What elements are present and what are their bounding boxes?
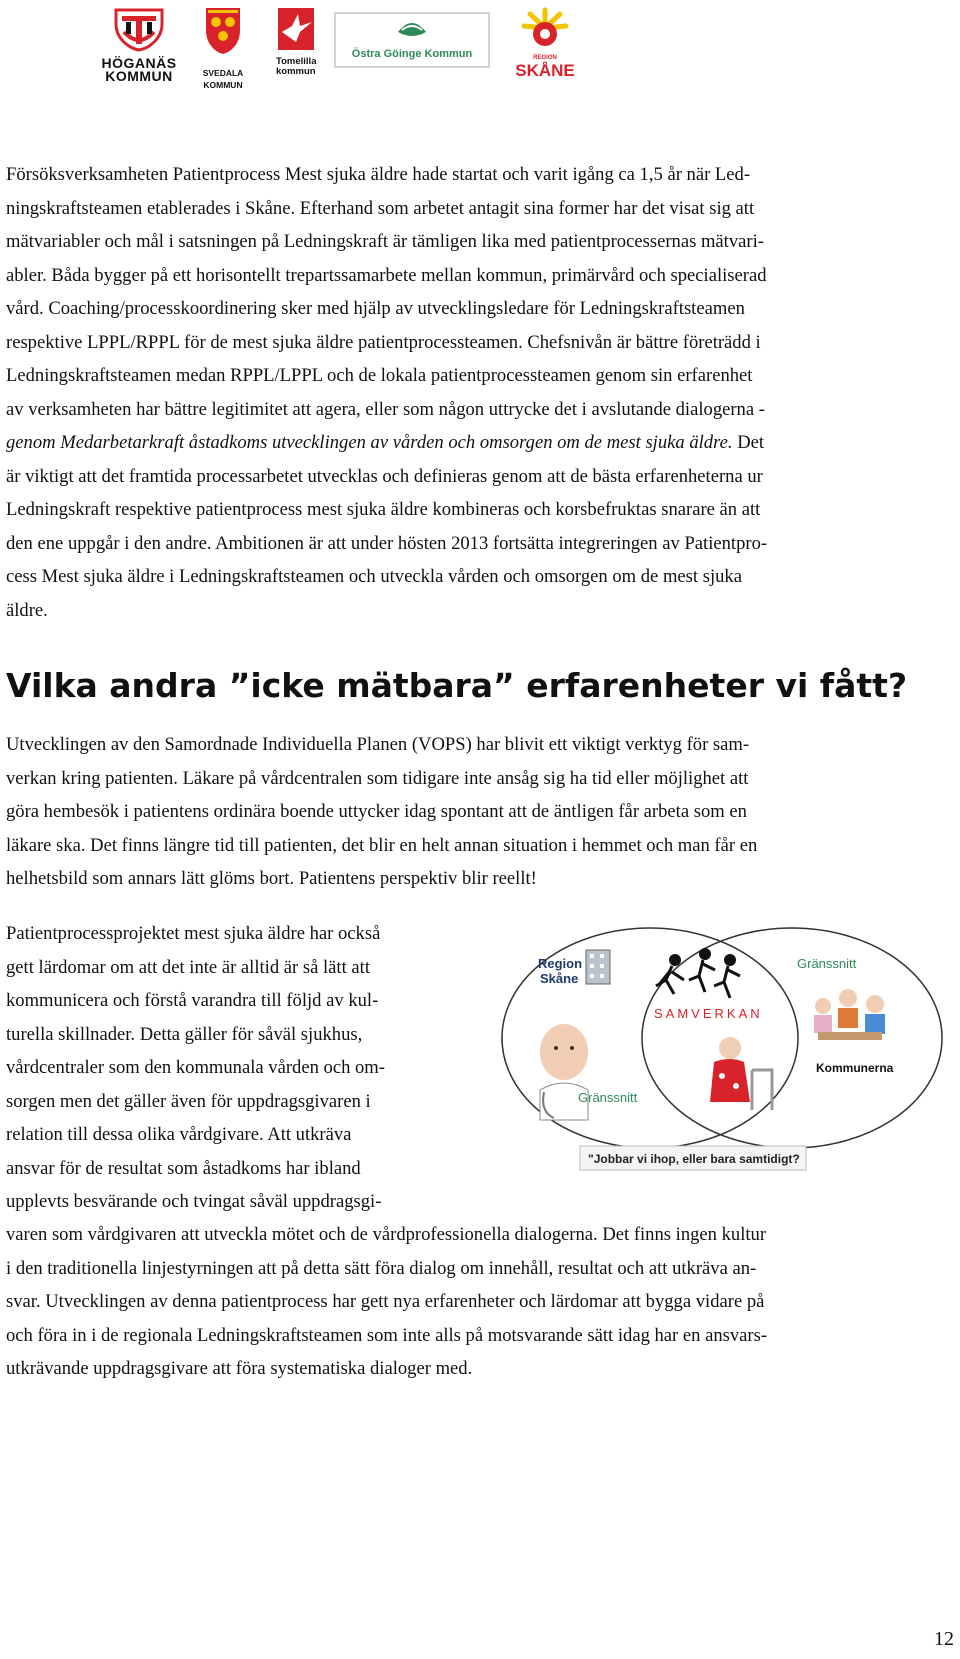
p3-line: kommunicera och förstå varandra till följd av kul- bbox=[6, 990, 379, 1011]
p2-line: verkan kring patienten. Läkare på vårdcentralen som tidigare inte ansåg sig ha tid eller möjlighet att bbox=[6, 767, 749, 789]
p3-line: vårdcentraler som den kommunala vården och om- bbox=[6, 1057, 385, 1078]
venn-diagram bbox=[500, 920, 960, 1195]
family-table-icon bbox=[814, 989, 885, 1040]
svedala-shield-icon bbox=[184, 6, 262, 56]
p3-line: och föra in i de regionala Ledningskraftsteamen som inte alls på motsvarande sätt idag har en ansvars- bbox=[6, 1324, 768, 1346]
region-skane-logo bbox=[510, 6, 580, 78]
doctor-icon bbox=[540, 1024, 588, 1120]
p2-line: göra hembesök i patientens ordinära boende uttycker idag spontant att de äntligen får arbeta som en bbox=[6, 801, 747, 822]
p1-line: vård. Coaching/processkoordinering sker med hjälp av utvecklingsledare för Ledningskraftsteamen bbox=[6, 298, 745, 319]
p3-line: gett lärdomar om att det inte är alltid är så lätt att bbox=[6, 956, 370, 978]
p1-line: abler. Båda bygger på ett horisontellt trepartssamarbete mellan kommun, primärvård och specialiserad bbox=[6, 264, 767, 286]
p3-line: varen som vårdgivaren att utveckla mötet och de vårdprofessionella dialogerna. Det finns ingen kultur bbox=[6, 1224, 767, 1245]
p1-line: äldre. bbox=[6, 599, 48, 621]
p1-line-italic bbox=[6, 426, 906, 460]
p3-line: turella skillnader. Detta gäller för såväl sjukhus, bbox=[6, 1023, 363, 1045]
tomelilla-name-2: kommun bbox=[276, 66, 316, 77]
p1-line: ningskraftsteamen etablerades i Skåne. Efterhand som arbetet antagit sina former har det visat sig att bbox=[6, 197, 755, 219]
hoganas-name-1: HÖGANÄS bbox=[101, 55, 177, 71]
region-skane-sun-icon bbox=[510, 6, 580, 50]
paragraph-3-full bbox=[6, 1218, 906, 1386]
ostra-goinge-logo bbox=[334, 12, 490, 68]
p1-line: cess Mest sjuka äldre i Ledningskraftsteamen och utveckla vården och omsorgen om de mest sjuka bbox=[6, 566, 742, 587]
hoganas-logo bbox=[100, 6, 178, 84]
gransnitt-top-label: Gränssnitt bbox=[797, 956, 857, 971]
p1-line: respektive LPPL/RPPL för de mest sjuka äldre patientprocessteamen. Chefsnivån är bättre företrädd i bbox=[6, 331, 761, 353]
paragraph-2 bbox=[6, 728, 906, 896]
p1-line: av verksamheten har bättre legitimitet att agera, eller som någon uttrycke det i avslutande dialogerna - bbox=[6, 398, 765, 420]
tomelilla-bird-icon bbox=[276, 6, 316, 52]
region-skane-big: SKÅNE bbox=[515, 61, 575, 80]
p1-after-italic: Det bbox=[732, 432, 765, 453]
hospital-building-icon bbox=[586, 950, 610, 984]
p1-line: Ledningskraft respektive patientprocess mest sjuka äldre kombineras och korsbefruktas snarare än att bbox=[6, 499, 761, 520]
samverkan-label: SAMVERKAN bbox=[654, 1006, 763, 1021]
p3-line: sorgen men det gäller även för uppdragsgivaren i bbox=[6, 1090, 371, 1112]
p2-line: helhetsbild som annars lätt glöms bort. Patientens perspektiv blir reellt! bbox=[6, 868, 537, 889]
paragraph-1 bbox=[6, 158, 906, 627]
logo-bar bbox=[100, 6, 620, 90]
p3-line: utkrävande uppdragsgivare att föra systematiska dialoger med. bbox=[6, 1358, 473, 1379]
region-skane-small: REGION bbox=[533, 55, 557, 61]
p1-line: Ledningskraftsteamen medan RPPL/LPPL och de lokala patientprocessteamen genom sin erfarenhet bbox=[6, 365, 753, 386]
p1-line: den ene uppgår i den andre. Ambitionen är att under hösten 2013 fortsätta integreringen av Patientpro- bbox=[6, 532, 768, 554]
tomelilla-name-1: Tomelilla bbox=[276, 56, 317, 67]
kommunerna-label: Kommunerna bbox=[816, 1061, 894, 1075]
p3-line: upplevts besvärande och tvingat såväl uppdragsgi- bbox=[6, 1191, 382, 1212]
p3-line: ansvar för de resultat som åstadkoms har ibland bbox=[6, 1157, 361, 1179]
paragraph-3-wrapped bbox=[6, 917, 481, 1219]
elderly-walker-icon bbox=[710, 1037, 772, 1110]
ostra-goinge-leaf-icon bbox=[336, 14, 488, 42]
p2-line: Utvecklingen av den Samordnade Individuella Planen (VOPS) har blivit ett viktigt verktyg för sam- bbox=[6, 734, 750, 755]
hoganas-name-2: KOMMUN bbox=[105, 68, 173, 84]
p3-line: i den traditionella linjestyrningen att på detta sätt föra dialog om innehåll, resultat och att utkräva an- bbox=[6, 1257, 757, 1279]
p3-line: relation till dessa olika vårdgivare. Att utkräva bbox=[6, 1124, 352, 1145]
italic-quote: genom Medarbetarkraft åstadkoms utvecklingen av vården och omsorgen om de mest sjuka äldre. bbox=[6, 432, 733, 453]
region-label-1: Region bbox=[538, 956, 583, 971]
p3-line: Patientprocessprojektet mest sjuka äldre har också bbox=[6, 923, 381, 944]
p1-line: Försöksverksamheten Patientprocess Mest sjuka äldre hade startat och varit igång ca 1,5 år när Led- bbox=[6, 164, 751, 185]
samverkan-venn-figure bbox=[500, 920, 960, 1195]
ostra-goinge-name: Östra Göinge Kommun bbox=[351, 48, 473, 60]
svedala-name: SVEDALA KOMMUN bbox=[202, 68, 244, 90]
hoganas-crest-icon bbox=[100, 6, 178, 52]
section-heading: Vilka andra ”icke mätbara” erfarenheter vi fått? bbox=[6, 666, 908, 705]
figure-caption: "Jobbar vi ihop, eller bara samtidigt? bbox=[588, 1152, 800, 1166]
gransnitt-bottom-label: Gränssnitt bbox=[578, 1090, 638, 1105]
page-number: 12 bbox=[934, 1628, 954, 1650]
venn-right-circle bbox=[642, 928, 942, 1148]
p3-line: svar. Utvecklingen av denna patientprocess har gett nya erfarenheter och lärdomar att bygga vidare på bbox=[6, 1291, 765, 1312]
region-label-2: Skåne bbox=[540, 971, 579, 986]
svedala-logo bbox=[184, 6, 262, 90]
p1-line: mätvariabler och mål i satsningen på Ledningskraft är tämligen lika med patientprocessernas mätvari- bbox=[6, 231, 764, 252]
p1-line: är viktigt att det framtida processarbetet utvecklas och definieras genom att de bästa erfarenheterna ur bbox=[6, 465, 763, 487]
tomelilla-logo bbox=[276, 6, 322, 78]
p2-line: läkare ska. Det finns längre tid till patienten, det blir en helt annan situation i hemmet och man får en bbox=[6, 834, 758, 856]
